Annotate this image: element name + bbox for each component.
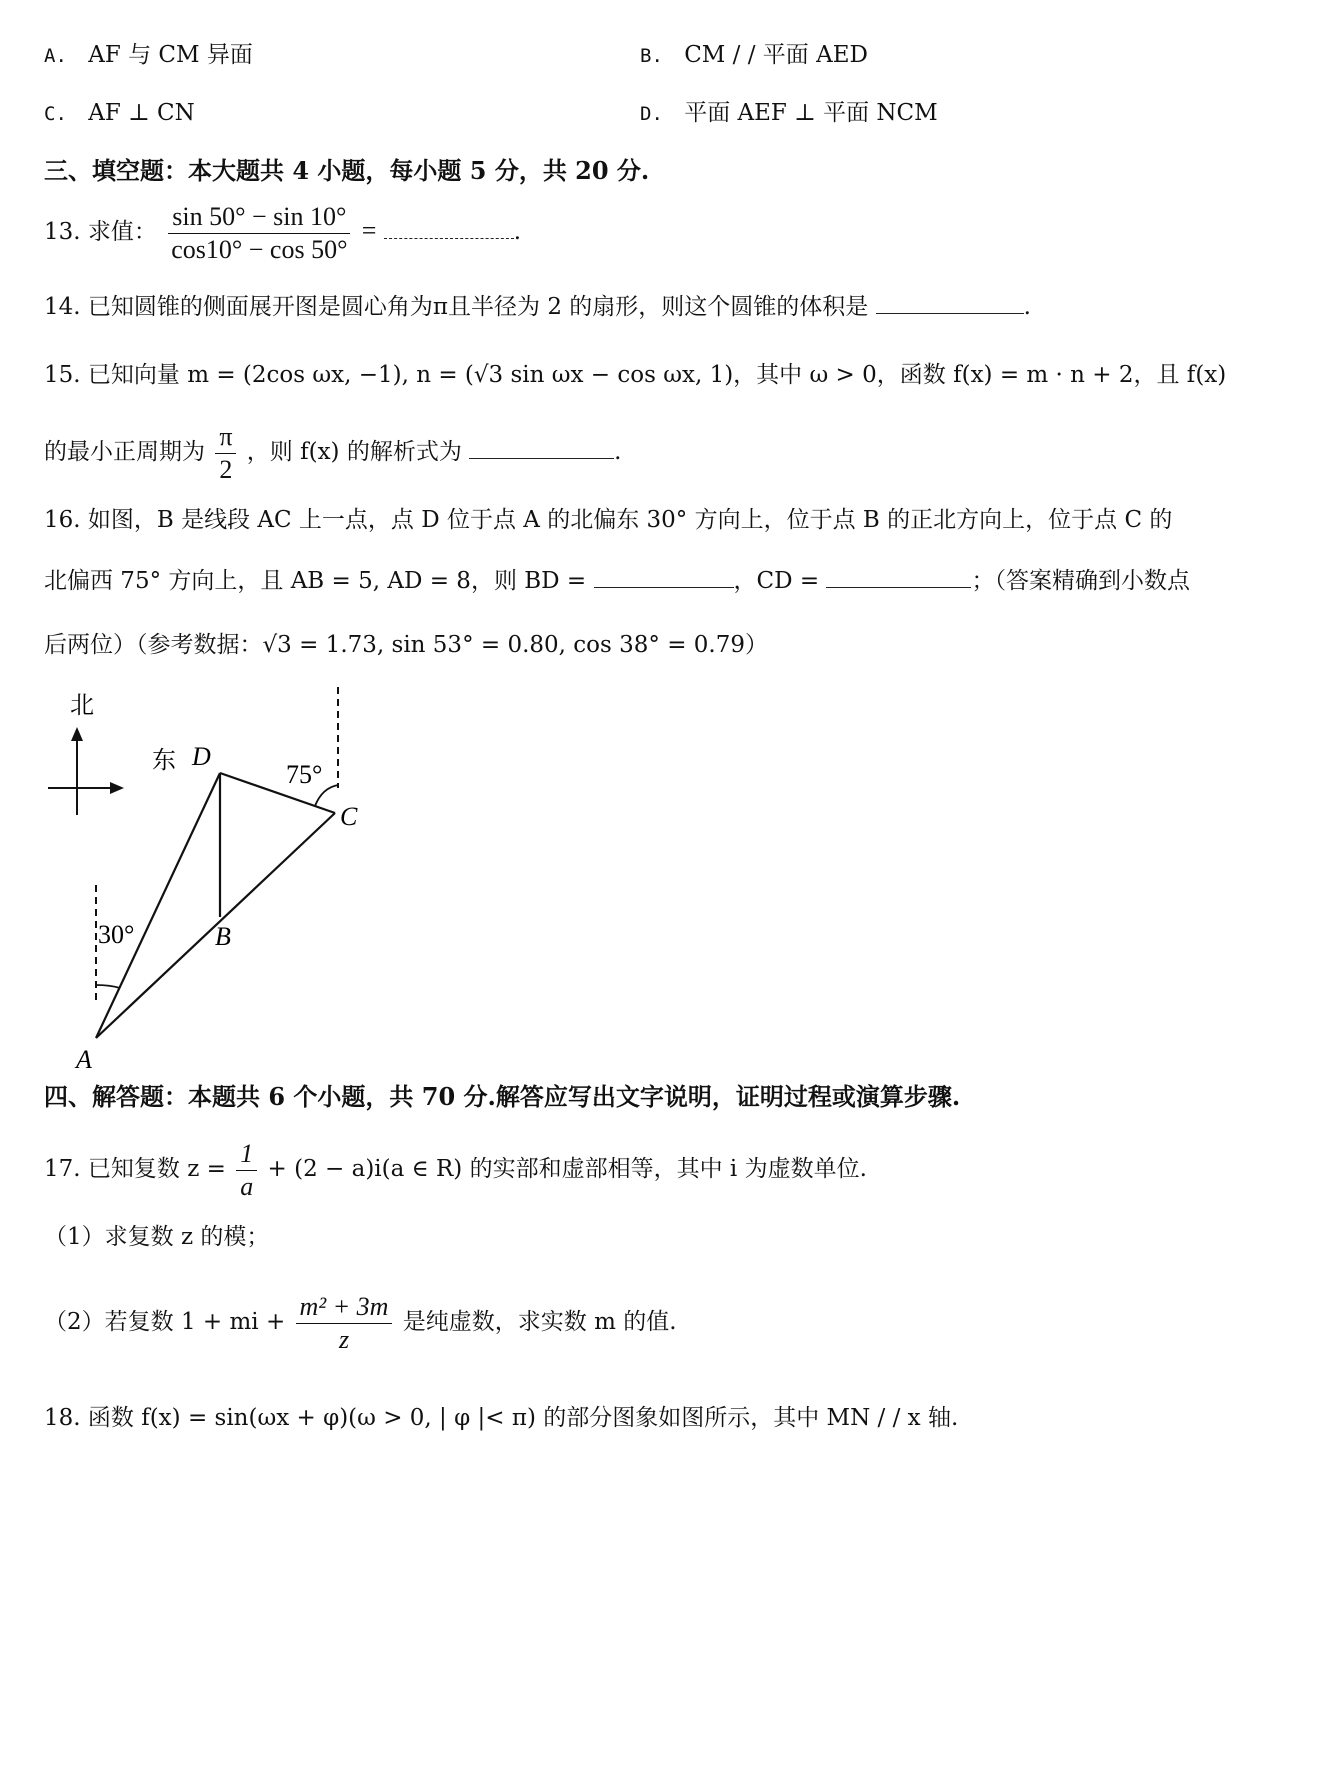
question-14: [44, 291, 1031, 322]
q17-part2-num: m² + 3m: [296, 1293, 393, 1324]
option-d-text: 平面 AEF ⊥ 平面 NCM: [684, 100, 938, 126]
section4-heading: 四、解答题：本题共 6 个小题，共 70 分.解答应写出文字说明，证明过程或演算步骤.: [44, 1082, 961, 1111]
section3-heading: 三、填空题：本大题共 4 小题，每小题 5 分，共 20 分.: [44, 156, 650, 185]
q17-part2-pre: （2）若复数 1 + mi +: [44, 1309, 286, 1335]
point-d-label: D: [192, 742, 211, 771]
q15-post: ，则 f(x) 的解析式为: [246, 439, 462, 465]
question-17-part1: （1）求复数 z 的模；: [44, 1224, 270, 1250]
question-15-line2: [44, 422, 621, 484]
q17-suffix: + (2 − a)i(a ∈ R) 的实部和虚部相等，其中 i 为虚数单位.: [267, 1156, 867, 1182]
q17-frac-den: a: [240, 1171, 254, 1201]
q15-frac-den: 2: [219, 454, 233, 484]
option-c: [44, 98, 195, 129]
q16-bd-blank[interactable]: [594, 565, 734, 588]
q16-line2-a: 北偏西 75° 方向上，且 AB = 5, AD = 8，则 BD =: [44, 568, 587, 594]
q14-end: .: [1023, 294, 1031, 320]
east-label: 东: [152, 746, 176, 774]
option-d: [640, 98, 938, 129]
q17-part2-post: 是纯虚数，求实数 m 的值.: [402, 1309, 677, 1335]
question-18: 18. 函数 f(x) = sin(ωx + φ)(ω > 0, | φ |< π) 的部分图象如图所示，其中 MN / / x 轴.: [44, 1405, 959, 1431]
north-label: 北: [70, 691, 94, 719]
segment-ad: [96, 773, 220, 1038]
question-16-line2: [44, 565, 1190, 596]
q17-frac-num: 1: [236, 1140, 257, 1171]
q14-text: 14. 已知圆锥的侧面展开图是圆心角为π且半径为 2 的扇形，则这个圆锥的体积是: [44, 294, 869, 320]
point-c-label: C: [340, 802, 358, 831]
compass-north-arrow-icon: [71, 727, 83, 741]
q15-end: .: [614, 439, 622, 465]
question-15-line1: 15. 已知向量 m = (2cos ωx, −1), n = (√3 sin ωx − cos ωx, 1)，其中 ω > 0，函数 f(x) = m · n + 2，且 f(x): [44, 362, 1227, 388]
question-13: 13. 求值： $\frac{\sin 50^\circ - \sin 10^\circ}{\cos 10^\circ - \cos 50^\circ}$ = .: [44, 201, 522, 264]
option-b-text: CM / / 平面 AED: [684, 42, 868, 68]
q17-fraction: [236, 1140, 257, 1201]
q15-answer-blank[interactable]: [469, 436, 614, 459]
q13-numerator: sin 50° − sin 10°: [168, 203, 350, 234]
question-17: [44, 1138, 867, 1201]
q17-part2-fraction: [296, 1293, 393, 1354]
q13-prefix: 13. 求值：: [44, 219, 157, 245]
q17-prefix: 17. 已知复数 z =: [44, 1156, 226, 1182]
q15-frac-num: π: [215, 423, 236, 454]
q14-answer-blank[interactable]: [876, 291, 1024, 314]
direction-diagram: [40, 685, 380, 1070]
question-16-line1: 16. 如图，B 是线段 AC 上一点，点 D 位于点 A 的北偏东 30° 方向上，位于点 B 的正北方向上，位于点 C 的: [44, 507, 1173, 533]
question-17-part2: [44, 1290, 677, 1354]
q16-cd-blank[interactable]: [826, 565, 971, 588]
option-a-label: A.: [44, 45, 67, 67]
compass-east-arrow-icon: [110, 782, 124, 794]
q13-equals: =: [361, 216, 377, 245]
q13-answer-blank[interactable]: [384, 216, 514, 239]
point-b-label: B: [215, 922, 231, 951]
q13-denominator: cos10° − cos 50°: [171, 234, 348, 264]
point-a-label: A: [76, 1045, 92, 1070]
option-a-text: AF 与 CM 异面: [88, 42, 253, 68]
option-b-label: B.: [640, 45, 663, 67]
option-d-label: D.: [640, 103, 663, 125]
q15-fraction: [215, 423, 236, 484]
question-16-line3: 后两位）（参考数据：√3 = 1.73, sin 53° = 0.80, cos 38° = 0.79）: [44, 632, 769, 658]
q17-part2-den: z: [338, 1324, 350, 1354]
q13-fraction: [167, 203, 351, 264]
angle-arc-a: [96, 985, 120, 988]
option-c-label: C.: [44, 103, 67, 125]
option-b: [640, 40, 868, 71]
angle-c-label: 75°: [286, 760, 323, 789]
q16-line2-b: ，CD =: [733, 568, 820, 594]
option-c-text: AF ⊥ CN: [88, 100, 195, 126]
q15-pre: 的最小正周期为: [44, 439, 205, 465]
option-a: [44, 40, 253, 71]
angle-a-label: 30°: [98, 920, 135, 949]
q16-line2-c: ；（答案精确到小数点: [971, 568, 1190, 594]
